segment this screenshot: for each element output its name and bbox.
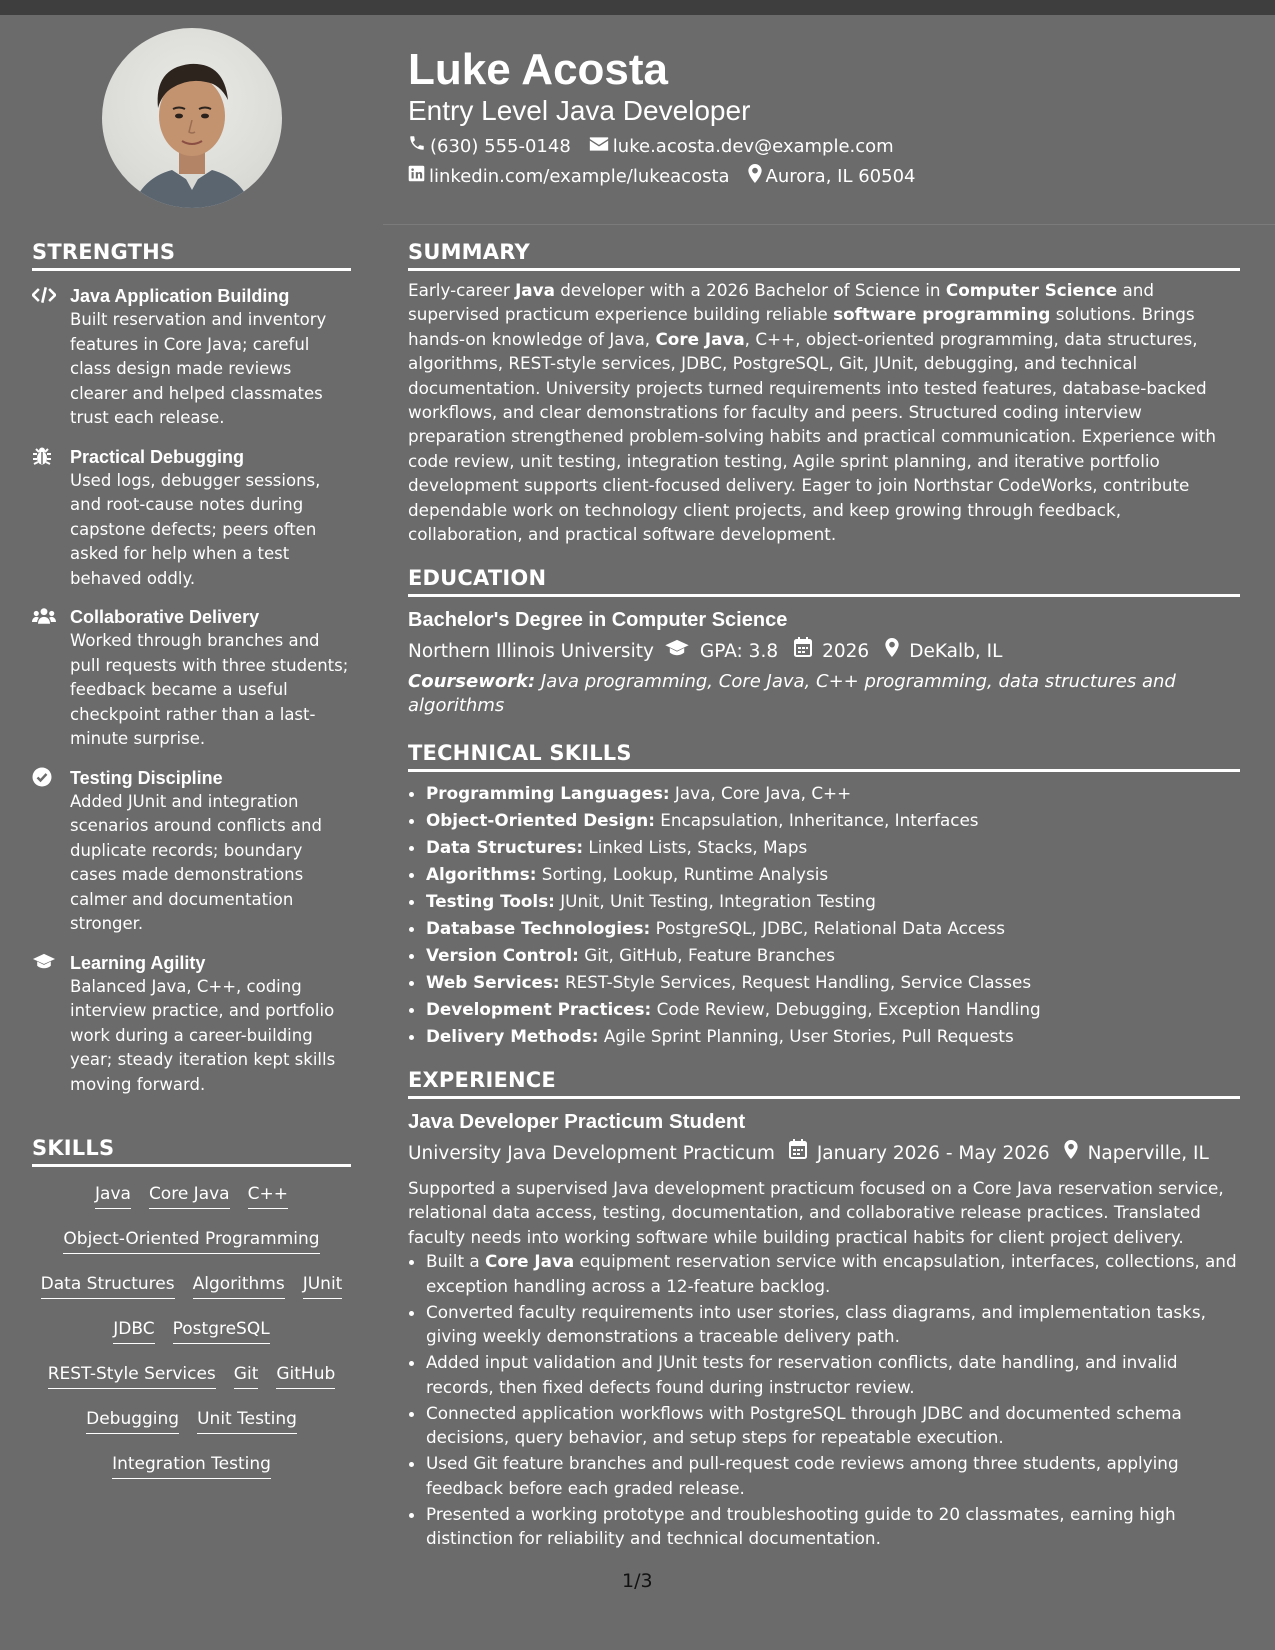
linkedin-item [408,165,730,189]
strength-item [32,445,351,592]
experience-details [408,1139,1240,1168]
skill-tag-row [32,1271,351,1316]
coursework-text: Java programming, Core Java, C++ programming, data structures and algorithms [408,671,1176,716]
strength-item [32,951,351,1098]
skill-tag: Java [95,1181,131,1209]
text-run: Added input validation and JUnit tests for reservation conflicts, date handling, and invalid records, then fixed defects found during instructor review. [426,1352,1178,1397]
strength-title: Collaborative Delivery [70,607,260,627]
skill-tag-row [32,1451,351,1496]
skills-heading: SKILLS [32,1136,351,1167]
skill-tag: REST-Style Services [48,1361,216,1389]
experience-bullet [426,1401,1240,1450]
text-run: and supervised practicum experience building reliable [408,280,1155,325]
strength-description: Added JUnit and integration scenarios around conflicts and duplicate records; boundary cases made demonstrations calmer and documentation stronger. [70,791,322,933]
school-location: DeKalb, IL [909,640,1003,662]
skill-tag: PostgreSQL [173,1316,270,1344]
skill-category: Programming Languages: [426,783,670,803]
skill-tag: Object-Oriented Programming [63,1226,319,1254]
experience-bullet [426,1451,1240,1500]
technical-skills-section [408,741,1240,1050]
skills-section [32,1136,351,1496]
skill-tag: GitHub [276,1361,335,1389]
technical-skill-item [426,1023,1240,1050]
experience-dates: January 2026 - May 2026 [816,1142,1050,1164]
experience-bullet [426,1249,1240,1298]
technical-skill-item [426,807,1240,834]
strength-title: Testing Discipline [70,767,223,788]
coursework-label: Coursework: [408,671,536,692]
skill-values: Sorting, Lookup, Runtime Analysis [536,864,829,884]
skill-tag: JDBC [113,1316,154,1344]
candidate-name: Luke Acosta [408,45,669,94]
email-text[interactable]: luke.acosta.dev@example.com [612,135,894,157]
location-item [748,164,916,190]
skill-tag-row [32,1226,351,1271]
skill-tag: Unit Testing [197,1406,297,1434]
education-heading: EDUCATION [408,566,1240,597]
experience-section [408,1068,1240,1552]
technical-skill-item [426,834,1240,861]
strength-description: Balanced Java, C++, coding interview practice, and portfolio work during a career-building year; steady iteration kept skills moving forward. [70,976,336,1094]
strength-description: Worked through branches and pull requests with three students; feedback became a useful checkpoint rather than a last-minute surprise. [70,631,349,748]
map-pin-icon [885,638,899,666]
skill-tag: Integration Testing [112,1451,271,1479]
linkedin-text[interactable]: linkedin.com/example/lukeacosta [429,166,730,187]
code-icon [32,284,58,306]
technical-skill-item [426,969,1240,996]
text-run: solutions. Brings hands-on knowledge of Java, [408,304,1195,349]
profile-photo [102,28,282,208]
skill-tag-row [32,1181,351,1226]
skill-values: Git, GitHub, Feature Branches [578,945,835,965]
coursework [408,670,1240,718]
bold-text: Core Java [655,328,745,349]
skill-values: Java, Core Java, C++ [669,783,852,803]
email-item [589,135,894,159]
phone-icon [408,134,426,159]
contact-row-2 [408,164,915,190]
users-icon [32,605,58,627]
skill-tags [32,1181,351,1496]
text-run: Converted faculty requirements into user stories, class diagrams, and implementation tasks, giving weekly demonstrations a traceable delivery path. [426,1301,1206,1347]
technical-skill-item [426,996,1240,1023]
experience-intro: Supported a supervised Java development practicum focused on a Core Java reservation service, relational data access, testing, documentation, and collaborative release practices. Translated faculty needs into working software while building practical habits for client project delivery. [408,1178,1224,1247]
bold-text: Core Java [485,1251,575,1272]
experience-heading: EXPERIENCE [408,1068,1240,1099]
school-name: Northern Illinois University [408,640,654,662]
skill-tag-row [32,1316,351,1361]
summary-section [408,240,1240,546]
strength-description: Used logs, debugger sessions, and root-cause notes during capstone defects; peers often asked for help when a test behaved oddly. [70,470,321,588]
experience-bullets [408,1249,1240,1551]
skill-values: Code Review, Debugging, Exception Handling [651,999,1041,1019]
strength-text [70,766,351,937]
summary-text [408,278,1240,546]
text-run: Connected application workflows with PostgreSQL through JDBC and documented schema decisions, query behavior, and setup steps for repeatable execution. [426,1402,1182,1448]
bold-text: Java [515,280,555,300]
experience-role: Java Developer Practicum Student [408,1110,746,1133]
header-divider [383,224,1275,225]
graduation-year: 2026 [822,640,870,662]
phone-text[interactable]: (630) 555-0148 [430,135,571,157]
strength-text [70,445,351,592]
summary-heading: SUMMARY [408,240,1240,271]
strength-text [70,951,351,1098]
skill-tag: C++ [248,1181,288,1209]
location-text: Aurora, IL 60504 [765,166,916,187]
strengths-heading: STRENGTHS [32,240,351,271]
check-circle-icon [32,766,58,788]
experience-bullet [426,1300,1240,1349]
skill-category: Delivery Methods: [426,1026,599,1046]
map-pin-icon [748,164,762,190]
strength-item [32,766,351,937]
text-run: Early-career [408,280,516,300]
education-details [408,637,1240,666]
graduation-cap-icon [664,638,690,666]
technical-skill-item [426,915,1240,942]
text-run: Built a [426,1251,486,1272]
skill-tag: Debugging [86,1406,179,1434]
skill-category: Algorithms: [426,864,537,884]
technical-skill-item [426,780,1240,807]
strength-text [70,605,351,752]
envelope-icon [589,135,609,159]
strength-title: Practical Debugging [70,446,245,467]
bold-text: software programming [833,304,1051,325]
strength-description: Built reservation and inventory features in Core Java; careful class design made reviews clearer and helped classmates trust each release. [70,310,327,427]
text-run: developer with a 2026 Bachelor of Science in [554,280,946,300]
experience-bullet [426,1502,1240,1551]
map-pin-icon [1064,1140,1078,1168]
phone-item [408,134,571,159]
graduation-cap-icon [32,951,58,973]
skill-category: Data Structures: [426,837,584,857]
text-run: Used Git feature branches and pull-request code reviews among three students, applying feedback before each graded release. [426,1453,1179,1498]
skill-category: Web Services: [426,972,560,992]
strengths-section [32,240,351,1097]
technical-skills-list [408,780,1240,1050]
bold-text: Computer Science [945,280,1118,300]
text-run: Presented a working prototype and troubleshooting guide to 20 classmates, earning high distinction for reliability and technical documentation. [426,1503,1176,1549]
skill-values: PostgreSQL, JDBC, Relational Data Access [650,918,1006,938]
technical-skill-item [426,861,1240,888]
skill-values: Encapsulation, Inheritance, Interfaces [654,810,979,830]
strength-title: Java Application Building [70,286,290,306]
page-number: 1/3 [622,1570,653,1592]
experience-bullet [426,1350,1240,1399]
strength-item [32,605,351,752]
text-run: , C++, object-oriented programming, data structures, algorithms, REST-style services, JDBC, PostgreSQL, Git, JUnit, debugging, and technical documentation. University projects turned requirements into tested features, database-backed workflows, and clear demonstrations for faculty and peers. Structured coding interview preparation strengthened problem-solving habits and practical communication. Experience with code review, unit testing, integration testing, Agile sprint planning, and iterative portfolio development supports client-focused delivery. Eager to join Northstar CodeWorks, contribute dependable work on technology client projects, and keep growing through feedback, collaboration, and practical software development. [408,328,1217,545]
skill-values: JUnit, Unit Testing, Integration Testing [554,891,876,911]
job-title: Entry Level Java Developer [408,95,751,126]
experience-location: Naperville, IL [1087,1142,1209,1164]
technical-skills-heading: TECHNICAL SKILLS [408,741,1240,772]
skill-tag: Git [234,1361,259,1389]
strength-text [70,284,351,431]
skill-tag: Data Structures [41,1271,175,1299]
degree-title: Bachelor's Degree in Computer Science [408,609,788,631]
skill-tag-row [32,1361,351,1406]
education-section [408,566,1240,718]
bug-icon [32,445,58,467]
strength-title: Learning Agility [70,952,206,973]
skill-values: REST-Style Services, Request Handling, Service Classes [559,972,1032,992]
skill-category: Version Control: [426,945,579,965]
contact-row-1 [408,134,894,159]
linkedin-icon [408,165,425,189]
skill-tag: Core Java [149,1181,230,1209]
technical-skill-item [426,942,1240,969]
skill-category: Object-Oriented Design: [426,810,655,830]
skill-values: Agile Sprint Planning, User Stories, Pull Requests [598,1026,1014,1046]
technical-skill-item [426,888,1240,915]
skill-tag-row [32,1406,351,1451]
text-run: equipment reservation service with encapsulation, interfaces, collections, and exception handling across a 12-feature backlog. [426,1251,1237,1296]
skill-category: Development Practices: [426,999,652,1019]
strength-item [32,284,351,431]
experience-org: University Java Development Practicum [408,1142,775,1164]
skill-category: Testing Tools: [426,891,555,911]
gpa-text: GPA: 3.8 [699,640,779,662]
skill-values: Linked Lists, Stacks, Maps [583,837,808,857]
calendar-icon [789,1139,807,1168]
skill-tag: Algorithms [193,1271,285,1299]
skill-tag: JUnit [303,1271,343,1299]
calendar-icon [794,637,812,666]
skill-category: Database Technologies: [426,918,651,938]
top-bar [0,0,1275,15]
